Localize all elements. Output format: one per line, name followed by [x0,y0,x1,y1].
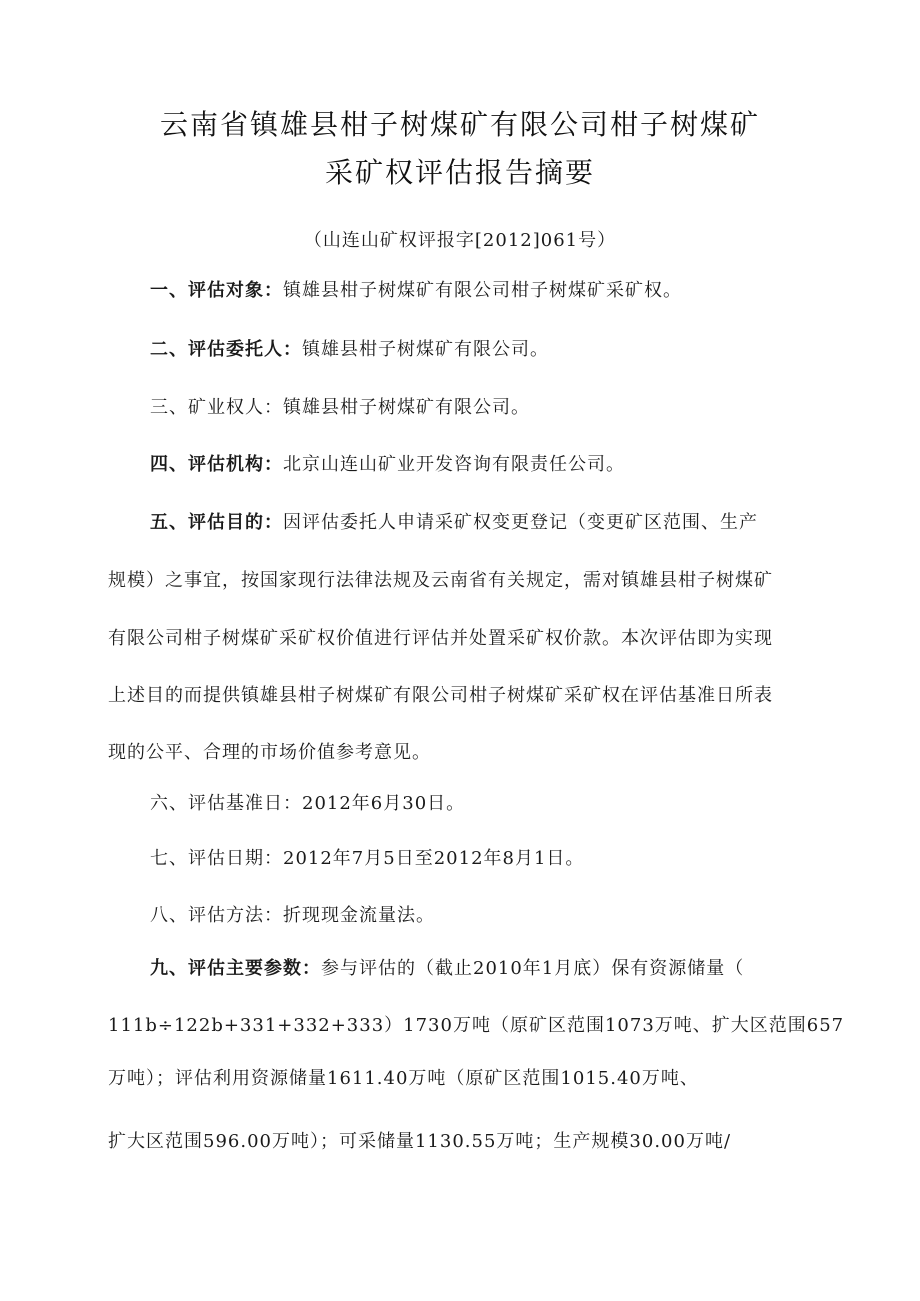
section-6-text: 2012年6月30日。 [302,793,466,814]
section-5-line5: 现的公平、合理的市场价值参考意见。 [108,742,431,763]
section-3-text: 镇雄县柑子树煤矿有限公司。 [283,397,530,418]
section-2 [0,335,920,361]
section-1-label: 一、评估对象： [150,280,283,301]
section-1 [0,276,920,302]
section-2-text: 镇雄县柑子树煤矿有限公司。 [302,339,549,360]
section-7-text: 2012年7月5日至2012年8月1日。 [283,848,585,869]
section-7 [0,844,920,870]
section-9-line4: 扩大区范围596.00万吨）；可采储量1130.55万吨；生产规模30.00万吨/ [108,1131,732,1152]
document-title-line1: 云南省镇雄县柑子树煤矿有限公司柑子树煤矿 [159,108,760,141]
section-5-text-1: 因评估委托人申请采矿权变更登记（变更矿区范围、生产 [283,512,758,533]
section-8 [0,901,920,927]
section-5-label: 五、评估目的： [150,512,283,533]
section-9-line3: 万吨）；评估利用资源储量1611.40万吨（原矿区范围1015.40万吨、 [108,1068,699,1089]
section-7-label: 七、评估日期： [150,848,283,869]
section-5-line2: 规模）之事宜，按国家现行法律法规及云南省有关规定，需对镇雄县柑子树煤矿 [108,570,773,591]
section-2-label: 二、评估委托人： [150,339,302,360]
section-4-label: 四、评估机构： [150,454,283,475]
section-8-text: 折现现金流量法。 [283,905,435,926]
section-5-line4: 上述目的而提供镇雄县柑子树煤矿有限公司柑子树煤矿采矿权在评估基准日所表 [108,685,773,706]
document-number: （山连山矿权评报字[2012]061号） [303,230,617,251]
section-5-line3: 有限公司柑子树煤矿采矿权价值进行评估并处置采矿权价款。本次评估即为实现 [108,628,773,649]
section-9-text-1: 参与评估的（截止2010年1月底）保有资源储量（ [321,958,745,979]
section-9-line2: 111b÷122b+331+332+333）1730万吨（原矿区范围1073万吨、扩大区范围657 [108,1015,845,1036]
section-4-text: 北京山连山矿业开发咨询有限责任公司。 [283,454,625,475]
section-5-line1 [0,508,920,534]
section-1-text: 镇雄县柑子树煤矿有限公司柑子树煤矿采矿权。 [283,280,682,301]
section-6 [0,789,920,815]
section-3 [0,393,920,419]
section-8-label: 八、评估方法： [150,905,283,926]
section-6-label: 六、评估基准日： [150,793,302,814]
section-3-label: 三、矿业权人： [150,397,283,418]
section-4 [0,450,920,476]
document-title-line2: 采矿权评估报告摘要 [324,156,595,189]
section-9-label: 九、评估主要参数： [150,958,321,979]
section-9-line1 [0,954,920,980]
